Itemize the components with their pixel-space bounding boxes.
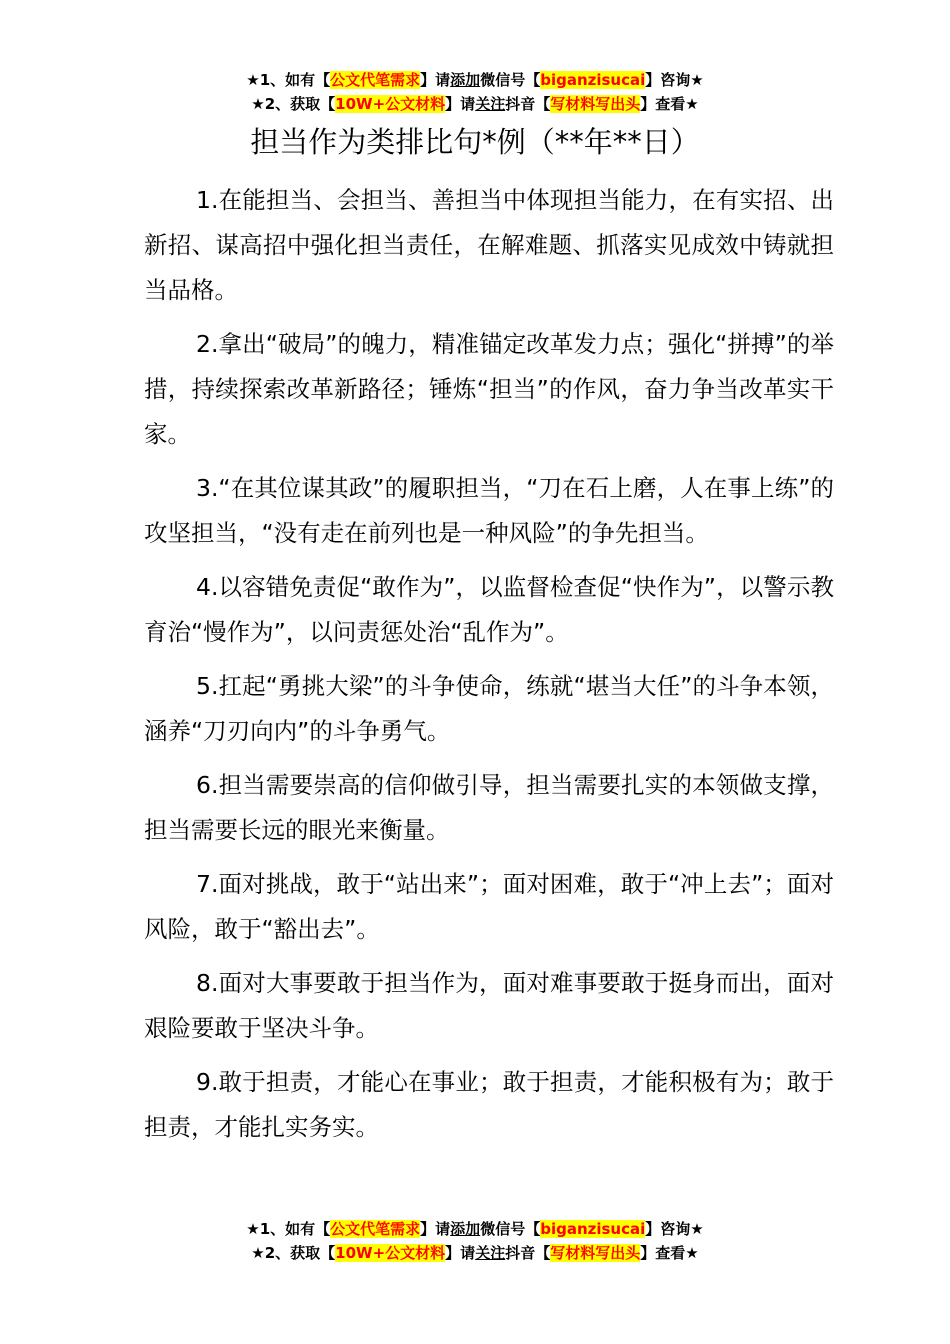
document-body <box>144 178 834 1159</box>
star-icon: ★ <box>685 1244 699 1262</box>
banner-line-1: ★1、如有【公文代笔需求】请添加微信号【biganzisucai】咨询★ <box>246 1220 704 1238</box>
paragraph: 9.敢于担责，才能心在事业；敢于担责，才能积极有为；敢于担责，才能扎实务实。 <box>144 1068 834 1141</box>
highlight-douyin-account: 写材料写出头 <box>550 1244 641 1262</box>
document-title: 担当作为类排比句*例（**年**日） <box>250 125 700 159</box>
paragraph: 4.以容错免责促“敢作为”，以监督检查促“快作为”，以警示教育治“慢作为”，以问责惩处治“乱作为”。 <box>144 573 834 646</box>
banner-line-2: ★2、获取【10W+公文材料】请关注抖音【写材料写出头】查看★ <box>251 1244 699 1262</box>
star-icon: ★ <box>690 1220 704 1238</box>
star-icon: ★ <box>246 1220 260 1238</box>
star-icon: ★ <box>251 1244 265 1262</box>
banner-line-2: ★2、获取【10W+公文材料】请关注抖音【写材料写出头】查看★ <box>251 95 699 113</box>
paragraph: 5.扛起“勇挑大梁”的斗争使命，练就“堪当大任”的斗争本领，涵养“刀刃向内”的斗争勇气。 <box>144 672 834 745</box>
star-icon: ★ <box>690 71 704 89</box>
footer-banner <box>0 1217 950 1265</box>
highlight-service: 公文代笔需求 <box>330 1220 421 1238</box>
header-banner <box>0 68 950 116</box>
paragraph: 1.在能担当、会担当、善担当中体现担当能力，在有实招、出新招、谋高招中强化担当责任，在解难题、抓落实见成效中铸就担当品格。 <box>144 186 834 304</box>
star-icon: ★ <box>246 71 260 89</box>
star-icon: ★ <box>251 95 265 113</box>
highlight-douyin-account: 写材料写出头 <box>550 95 641 113</box>
star-icon: ★ <box>685 95 699 113</box>
banner-line-1: ★1、如有【公文代笔需求】请添加微信号【biganzisucai】咨询★ <box>246 71 704 89</box>
highlight-materials: 10W+公文材料 <box>335 95 446 113</box>
paragraph: 2.拿出“破局”的魄力，精准锚定改革发力点；强化“拼搏”的举措，持续探索改革新路径；锤炼“担当”的作风，奋力争当改革实干家。 <box>144 330 834 448</box>
highlight-wechat-id: biganzisucai <box>540 1220 646 1238</box>
highlight-materials: 10W+公文材料 <box>335 1244 446 1262</box>
paragraph: 7.面对挑战，敢于“站出来”；面对困难，敢于“冲上去”；面对风险，敢于“豁出去”。 <box>144 870 834 943</box>
paragraph: 3.“在其位谋其政”的履职担当，“刀在石上磨，人在事上练”的攻坚担当，“没有走在前列也是一种风险”的争先担当。 <box>144 474 834 547</box>
paragraph: 6.担当需要崇高的信仰做引导，担当需要扎实的本领做支撑，担当需要长远的眼光来衡量。 <box>144 771 834 844</box>
highlight-wechat-id: biganzisucai <box>540 71 646 89</box>
paragraph: 8.面对大事要敢于担当作为，面对难事要敢于挺身而出，面对艰险要敢于坚决斗争。 <box>144 969 834 1042</box>
highlight-service: 公文代笔需求 <box>330 71 421 89</box>
